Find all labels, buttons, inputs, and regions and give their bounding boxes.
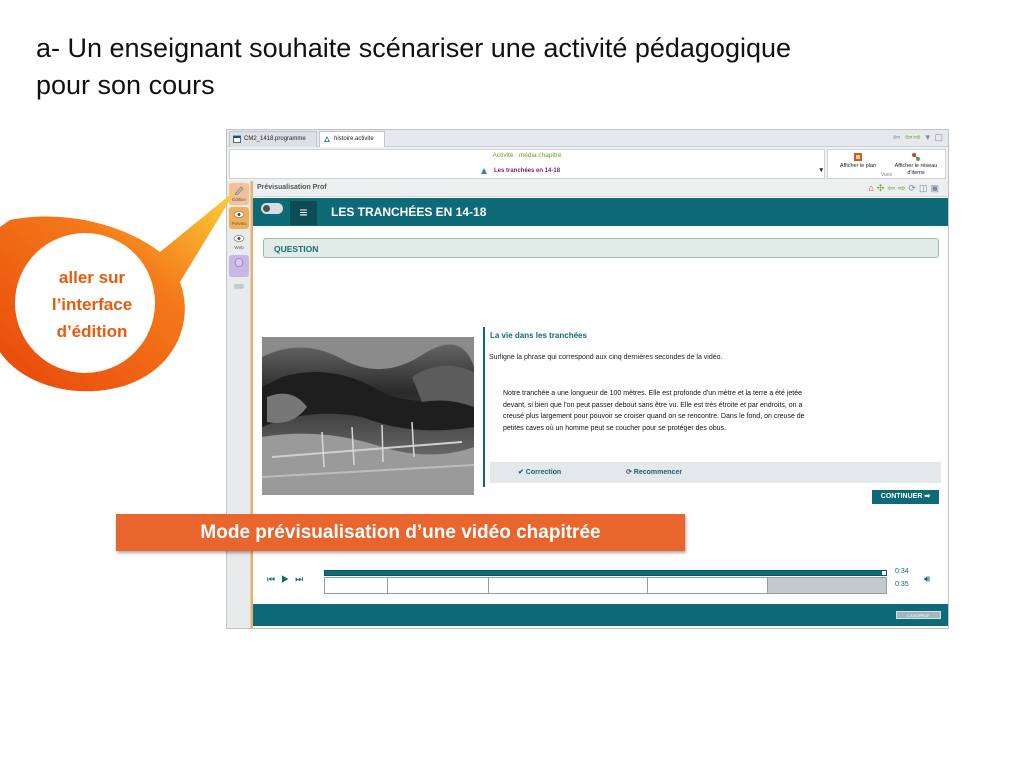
preview-title: Prévisualisation Prof xyxy=(257,184,327,191)
duration: 0:35 xyxy=(895,581,909,588)
rail-label: Édition xyxy=(232,197,246,202)
window-icon[interactable]: ◫ xyxy=(918,183,931,193)
network-icon xyxy=(911,152,921,162)
rail-label: Prévisu xyxy=(231,221,247,226)
video-frame[interactable] xyxy=(262,337,474,495)
rail-label: Web xyxy=(234,245,244,250)
question-title: La vie dans les tranchées xyxy=(490,331,587,340)
course-header xyxy=(253,198,948,226)
chapter-segment[interactable] xyxy=(489,578,648,593)
video-player xyxy=(263,564,943,600)
question-label: QUESTION xyxy=(274,244,319,254)
preview-header xyxy=(253,181,948,197)
question-content xyxy=(483,327,939,487)
maximize-icon[interactable]: ▣ xyxy=(930,183,942,193)
course-title: LES TRANCHÉES EN 14-18 xyxy=(331,205,487,219)
plan-item-select[interactable] xyxy=(480,166,825,177)
chevron-down-icon: ▾ xyxy=(819,167,823,174)
next-icon[interactable]: ⇨ xyxy=(897,183,909,193)
tab-programme[interactable] xyxy=(229,131,317,147)
calendar-icon xyxy=(233,135,241,143)
highlightable-passage[interactable] xyxy=(503,388,913,434)
views-panel xyxy=(827,149,946,179)
volume-icon[interactable]: 🔊︎ xyxy=(924,574,931,585)
activity-title: Activité : média chapitré xyxy=(492,152,562,159)
views-caption: Vues xyxy=(880,172,893,178)
tab-label: CM2_1418.programme xyxy=(244,136,306,142)
skip-forward-icon[interactable]: ⏭ xyxy=(295,574,310,584)
back-arrow-icon[interactable]: ⇦ xyxy=(892,132,902,142)
slide-title xyxy=(36,30,976,104)
callout-line: d’édition xyxy=(56,322,128,341)
dropdown-icon[interactable]: ▾ xyxy=(925,132,931,142)
window-icon[interactable]: ▢ xyxy=(934,132,944,142)
hamburger-menu-icon[interactable]: ≡ xyxy=(290,201,317,225)
mode-banner: Mode prévisualisation d’une vidéo chapitrée xyxy=(116,514,685,551)
app-window xyxy=(226,129,949,629)
previous-icon[interactable]: ⇦ xyxy=(887,183,898,193)
refresh-icon[interactable]: ⟳ xyxy=(908,183,919,193)
activity-icon xyxy=(480,167,488,175)
correction-button[interactable]: ✔ Correction xyxy=(518,469,562,476)
preview-panel xyxy=(251,181,948,628)
toggle-switch[interactable] xyxy=(261,203,283,214)
show-plan-button[interactable] xyxy=(830,152,886,170)
chapter-track xyxy=(324,577,887,594)
plan-icon xyxy=(853,152,863,162)
course-footer xyxy=(253,604,948,626)
play-icon[interactable]: ▶ xyxy=(281,574,296,584)
current-time: 0:34 xyxy=(895,568,909,575)
skip-back-icon[interactable]: ⏮ xyxy=(267,574,282,584)
slide-title-line2: pour son cours xyxy=(36,70,215,100)
chapter-segment[interactable] xyxy=(325,578,388,593)
question-bar xyxy=(263,238,939,258)
plan-panel xyxy=(229,149,825,179)
tab-activite[interactable] xyxy=(319,131,385,147)
callout-line: l’interface xyxy=(51,295,133,314)
tab-bar xyxy=(227,130,948,147)
publisher-logo: CANOPROF xyxy=(896,611,941,619)
continue-button[interactable]: CONTINUER ➡ xyxy=(872,490,939,504)
preview-tools xyxy=(868,183,942,194)
progress-bar[interactable] xyxy=(324,570,887,576)
show-network-label: Afficher le réseau d'items xyxy=(894,163,938,176)
home-icon[interactable]: ⌂ xyxy=(868,183,877,193)
question-instruction: Surligne la phrase qui correspond aux cinq dernières secondes de la vidéo. xyxy=(489,354,723,361)
passage-line[interactable]: devant, si bien que l'on peut passer debout sans être vu. Elle est très étroite et par endroits, on a xyxy=(503,401,803,409)
green-back-icon[interactable]: ⇦ xyxy=(904,132,914,142)
chapter-segment[interactable] xyxy=(768,578,886,593)
slide-title-line1: a- Un enseignant souhaite scénariser une activité pédagogique xyxy=(36,33,792,63)
green-forward-icon[interactable]: ⇨ xyxy=(913,132,922,142)
chapter-segment[interactable] xyxy=(648,578,768,593)
selected-plan-item: Les tranchées en 14-18 xyxy=(494,168,561,174)
callout-line: aller sur xyxy=(58,268,126,287)
passage-line[interactable]: creusé plus largement pour pouvoir se croiser quand on se rencontre. Dans le fond, on creuse de xyxy=(503,413,805,420)
window-tools xyxy=(893,132,944,143)
player-controls xyxy=(267,574,309,585)
chapter-segment[interactable] xyxy=(388,578,489,593)
passage-line[interactable]: Notre tranchée a une longueur de 100 mètres. Elle est profonde d'un mètre et la terre a été jetée xyxy=(503,390,803,397)
callout-text xyxy=(28,264,156,345)
network-icon[interactable]: ✣ xyxy=(876,183,888,193)
restart-button[interactable]: ⟳ Recommencer xyxy=(626,469,683,476)
tab-label: histoire.activite xyxy=(334,136,374,142)
show-plan-label: Afficher le plan xyxy=(839,163,877,169)
passage-line[interactable]: petites caves où un homme peut se coucher pour se protéger des obus. xyxy=(503,424,726,432)
trench-photo xyxy=(262,337,474,495)
progress-handle[interactable] xyxy=(881,570,887,576)
question-actions xyxy=(490,462,941,483)
activity-icon xyxy=(323,135,331,143)
